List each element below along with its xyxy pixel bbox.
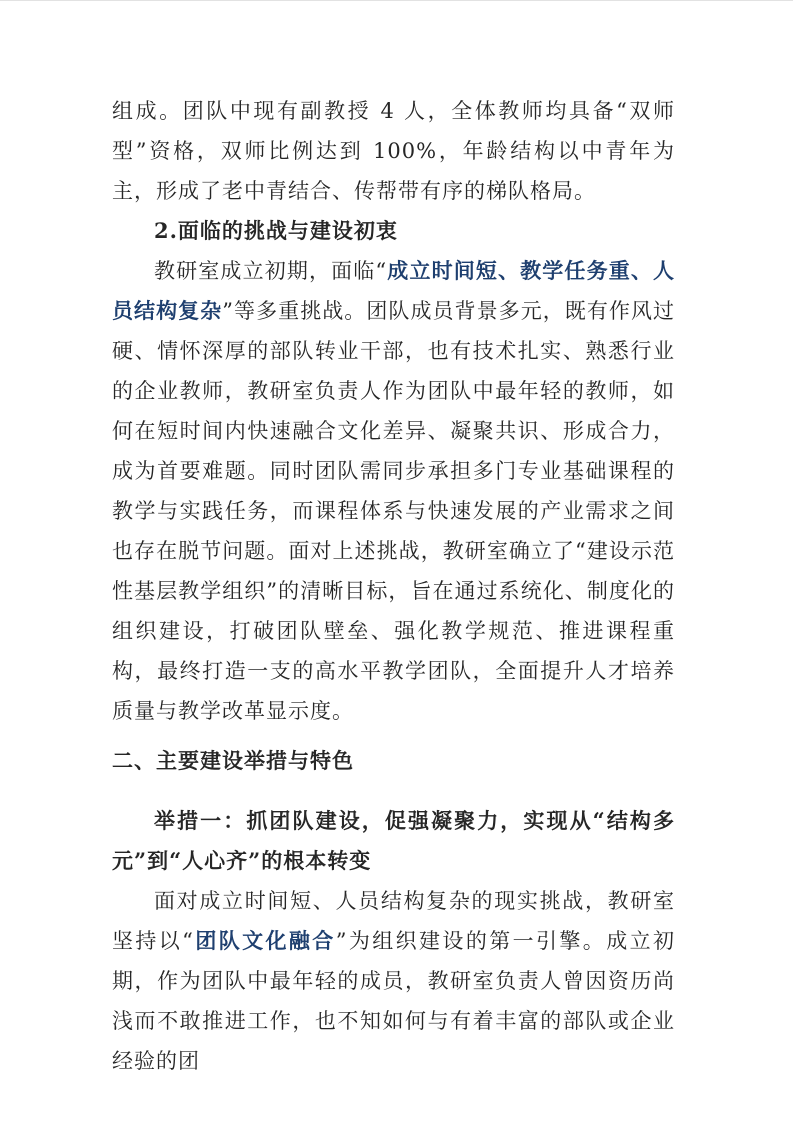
text-run: ”为组织建设的第一引擎。成立初期，作为团队中最年轻的成员，教研室负责人曾因资历尚浅而不敢推进工作，也不知如何与有着丰富的部队或企业经验的团 (112, 929, 675, 1073)
emphasis-run-culture-fusion: 团队文化融合 (193, 928, 336, 953)
heading-text: 二、主要建设举措与特色 (112, 748, 354, 773)
paragraph-team-composition (112, 91, 675, 211)
heading-text: 举措一：抓团队建设，促强凝聚力，实现从“结构多元”到“人心齐”的根本转变 (112, 808, 675, 873)
heading-text: 2.面临的挑战与建设初衷 (154, 218, 398, 243)
subsection-heading-challenges (112, 211, 675, 251)
paragraph-challenges (112, 251, 675, 731)
paragraph-measure-one (112, 881, 675, 1081)
emphasis-run-challenges: 成立时间短、教学任务重、人员结构复杂 (112, 258, 675, 323)
text-run: ”等多重挑战。团队成员背景多元，既有作风过硬、情怀深厚的部队转业干部，也有技术扎实、熟悉行业的企业教师，教研室负责人作为团队中最年轻的教师，如何在短时间内快速融合文化差异、凝聚共识、形成合力，成为首要难题。同时团队需同步承担多门专业基础课程的教学与实践任务，而课程体系与快速发展的产业需求之间也存在脱节问题。面对上述挑战，教研室确立了“建设示范性基层教学组织”的清晰目标，旨在通过系统化、制度化的组织建设，打破团队壁垒、强化教学规范、推进课程重构，最终打造一支的高水平教学团队，全面提升人才培养质量与教学改革显示度。 (112, 299, 676, 723)
section-heading-measures (112, 741, 675, 781)
text-run: 面对成立时间短、人员结构复杂的现实挑战，教研室坚持以“ (112, 889, 675, 953)
subsection-heading-measure-one (112, 801, 675, 881)
text-run: 教研室成立初期，面临“ (154, 259, 388, 283)
text-run: 组成。团队中现有副教授 4 人，全体教师均具备“双师型”资格，双师比例达到 100%，年龄结构以中青年为主，形成了老中青结合、传帮带有序的梯队格局。 (112, 99, 675, 203)
